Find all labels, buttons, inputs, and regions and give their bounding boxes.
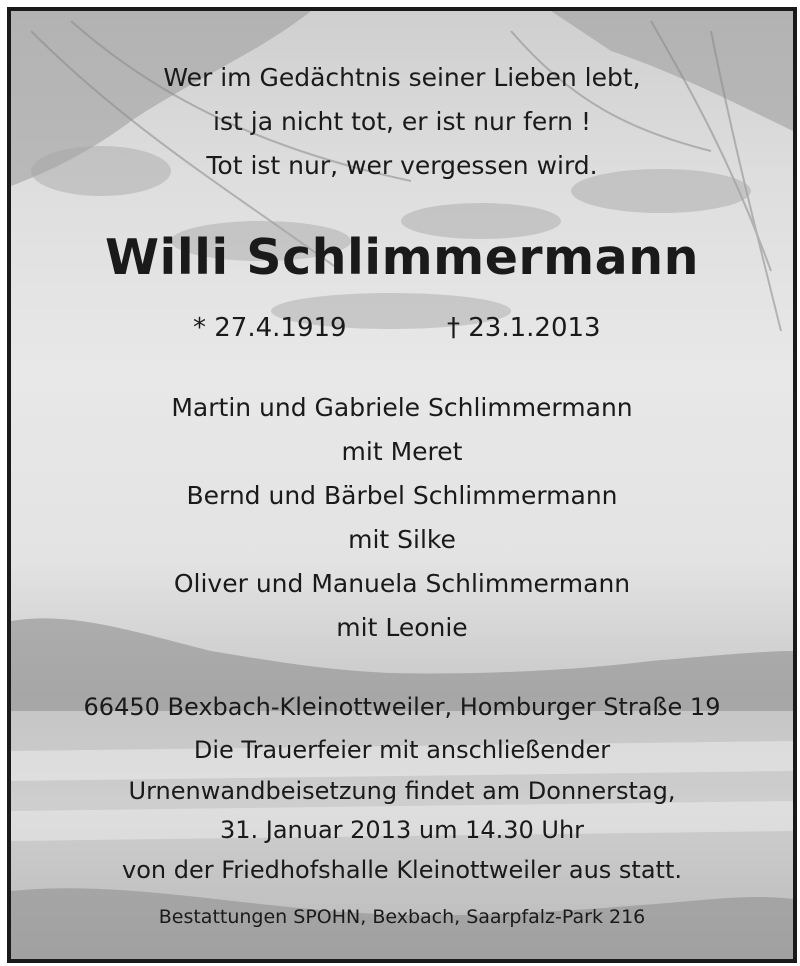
family-line: mit Meret: [341, 437, 463, 466]
poem-line: Wer im Gedächtnis seiner Lieben lebt,: [163, 63, 641, 92]
poem-line: Tot ist nur, wer vergessen wird.: [206, 151, 598, 180]
deceased-name: Willi Schlimmermann: [104, 229, 699, 286]
ceremony-line: von der Friedhofshalle Kleinottweiler aus statt.: [122, 856, 682, 884]
ceremony-line: Urnenwandbeisetzung findet am Donnerstag,: [128, 777, 676, 805]
death-date: † 23.1.2013: [447, 313, 601, 343]
birth-date: * 27.4.1919: [193, 313, 347, 343]
address: 66450 Bexbach-Kleinottweiler, Homburger Straße 19: [83, 693, 721, 721]
notice-text: [11, 11, 793, 959]
obituary-notice: [7, 7, 797, 963]
family-line: mit Leonie: [336, 613, 468, 642]
family-line: Martin und Gabriele Schlimmermann: [171, 393, 633, 422]
family-line: Oliver und Manuela Schlimmermann: [173, 569, 631, 598]
poem-line: ist ja nicht tot, er ist nur fern !: [213, 107, 591, 136]
ceremony-line: 31. Januar 2013 um 14.30 Uhr: [219, 816, 585, 844]
funeral-home-footer: Bestattungen SPOHN, Bexbach, Saarpfalz-Park 216: [158, 906, 646, 928]
ceremony-line: Die Trauerfeier mit anschließender: [193, 736, 611, 764]
family-line: mit Silke: [348, 525, 456, 554]
family-line: Bernd und Bärbel Schlimmermann: [186, 481, 618, 510]
